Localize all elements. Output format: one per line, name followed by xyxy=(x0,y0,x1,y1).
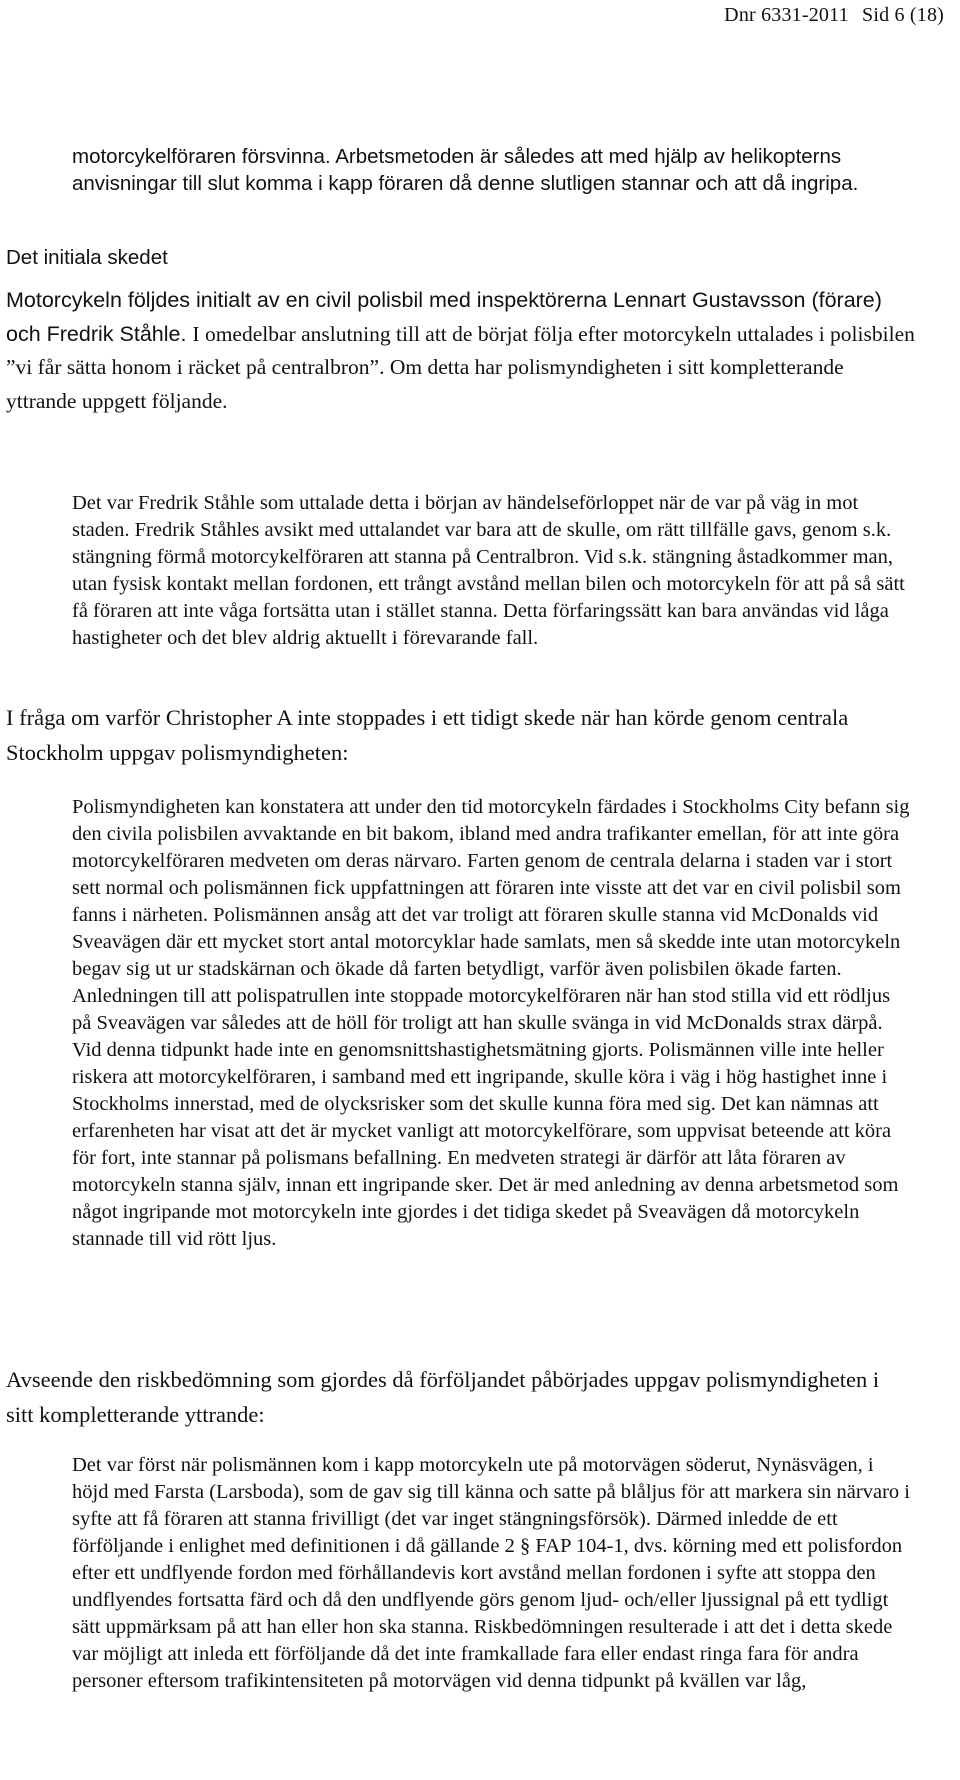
paragraph-continuation: motorcykelföraren försvinna. Arbetsmetoden är således att med hjälp av helikopterns anvisningar till slut komma i kapp föraren då denne slutligen stannar och att då ingripa. xyxy=(72,145,859,195)
paragraph-initial-follow xyxy=(6,284,916,418)
section-heading-initial-stage: Det initiala skedet xyxy=(6,246,168,269)
document-number: Dnr 6331-2011 xyxy=(724,4,849,26)
quote-police-explanation: Polismyndigheten kan konstatera att under den tid motorcykeln färdades i Stockholms City befann sig den civila polisbilen avvaktande en bit bakom, ibland med andra trafikanter emellan, för att inte göra motorcykelföraren medveten om deras närvaro. Farten genom de centrala delarna i staden var i stort sett normal och polismännen fick uppfattningen att föraren inte visste att det var en civil polisbil som fanns i närheten. Polismännen ansåg att det var troligt att föraren skulle stanna vid McDonalds vid Sveavägen där ett mycket stort antal motorcyklar hade samlats, men så skedde inte utan motorcykeln begav sig ut ur stadskärnan och ökade då farten betydligt, varför även polisbilen ökade farten. Anledningen till att polispatrullen inte stoppade motorcykelföraren när han stod stilla vid ett rödljus på Sveavägen var således att de höll för troligt att han skulle svänga in vid McDonalds strax därpå. Vid denna tidpunkt hade inte en genomsnittshastighetsmätning gjorts. Polismännen ville inte heller riskera att motorcykelföraren, i samband med ett ingripande, skulle köra i väg i hög hastighet inne i Stockholms innerstad, med de olycksrisker som det skulle kunna föra med sig. Det kan nämnas att erfarenheten har visat att det är mycket vanligt att motorcykelförare, som uppvisat beteende att köra för fort, inte stannar på polismans befallning. En medveten strategi är därför att låta föraren av motorcykeln stanna själv, innan ett ingripande sker. Det är med anledning av denna arbetsmetod som något ingripande mot motorcykeln inte gjordes i det tidiga skedet på Sveavägen då motorcykeln stannade till vid rött ljus. xyxy=(72,796,910,1250)
page-header xyxy=(716,4,944,27)
quote-pursuit-start: Det var först när polismännen kom i kapp motorcykeln ute på motorvägen söderut, Nynäsvägen, i höjd med Farsta (Larsboda), som de gav sig till känna och satte på blåljus för att markera sin närvaro i syfte att få föraren att stanna frivilligt (det var inget stängningsförsök). Därmed inledde de ett förföljande i enlighet med definitionen i då gällande 2 § FAP 104-1, dvs. körning med ett polisfordon efter ett undflyende fordon med förhållandevis kort avstånd mellan fordonen i syfte att stoppa den undflyendes fortsatta färd och då den undflyende görs genom ljud- och/eller ljussignal på ett tydligt sätt uppmärksam på att han eller hon ska stanna. Riskbedömningen resulterade i att det i detta skede var möjligt att inleda ett förföljande då det inte framkallade fara eller endast ringa fara för andra personer eftersom trafikintensiteten på motorvägen vid denna tidpunkt på kvällen var låg, xyxy=(72,1454,910,1692)
quote-stahle-statement: Det var Fredrik Ståhle som uttalade detta i början av händelseförloppet när de var på väg in mot staden. Fredrik Ståhles avsikt med uttalandet var bara att de skulle, om rätt tillfälle gavs, genom s.k. stängning förmå motorcykelföraren att stanna på Centralbron. Vid s.k. stängning åstadkommer man, utan fysisk kontakt mellan fordonen, ett trångt avstånd mellan bilen och motorcykeln för att på så sätt få föraren att inte våga fortsätta utan i stället stanna. Detta förfaringssätt kan bara användas vid låga hastigheter och det blev aldrig aktuellt i förevarande fall. xyxy=(72,492,905,649)
paragraph-initial-follow-sans-part: Motorcykeln följdes initialt av en civil polisbil med inspektörerna Lennart Gustavsson (förare) och Fredrik Ståhle. xyxy=(6,288,882,346)
page-number: Sid 6 (18) xyxy=(862,4,944,26)
paragraph-question-early-stop: I fråga om varför Christopher A inte stoppades i ett tidigt skede när han körde genom centrala Stockholm uppgav polismyndigheten: xyxy=(6,705,849,765)
paragraph-initial-follow-serif-part: I omedelbar anslutning till att de börjat följa efter motorcykeln uttalades i polisbilen ”vi får sätta honom i räcket på centralbron”. Om detta har polismyndigheten i sitt kompletterande yttrande uppgett följande. xyxy=(6,321,915,413)
paragraph-risk-assessment: Avseende den riskbedömning som gjordes då förföljandet påbörjades uppgav polismyndigheten i sitt kompletterande yttrande: xyxy=(6,1367,880,1427)
